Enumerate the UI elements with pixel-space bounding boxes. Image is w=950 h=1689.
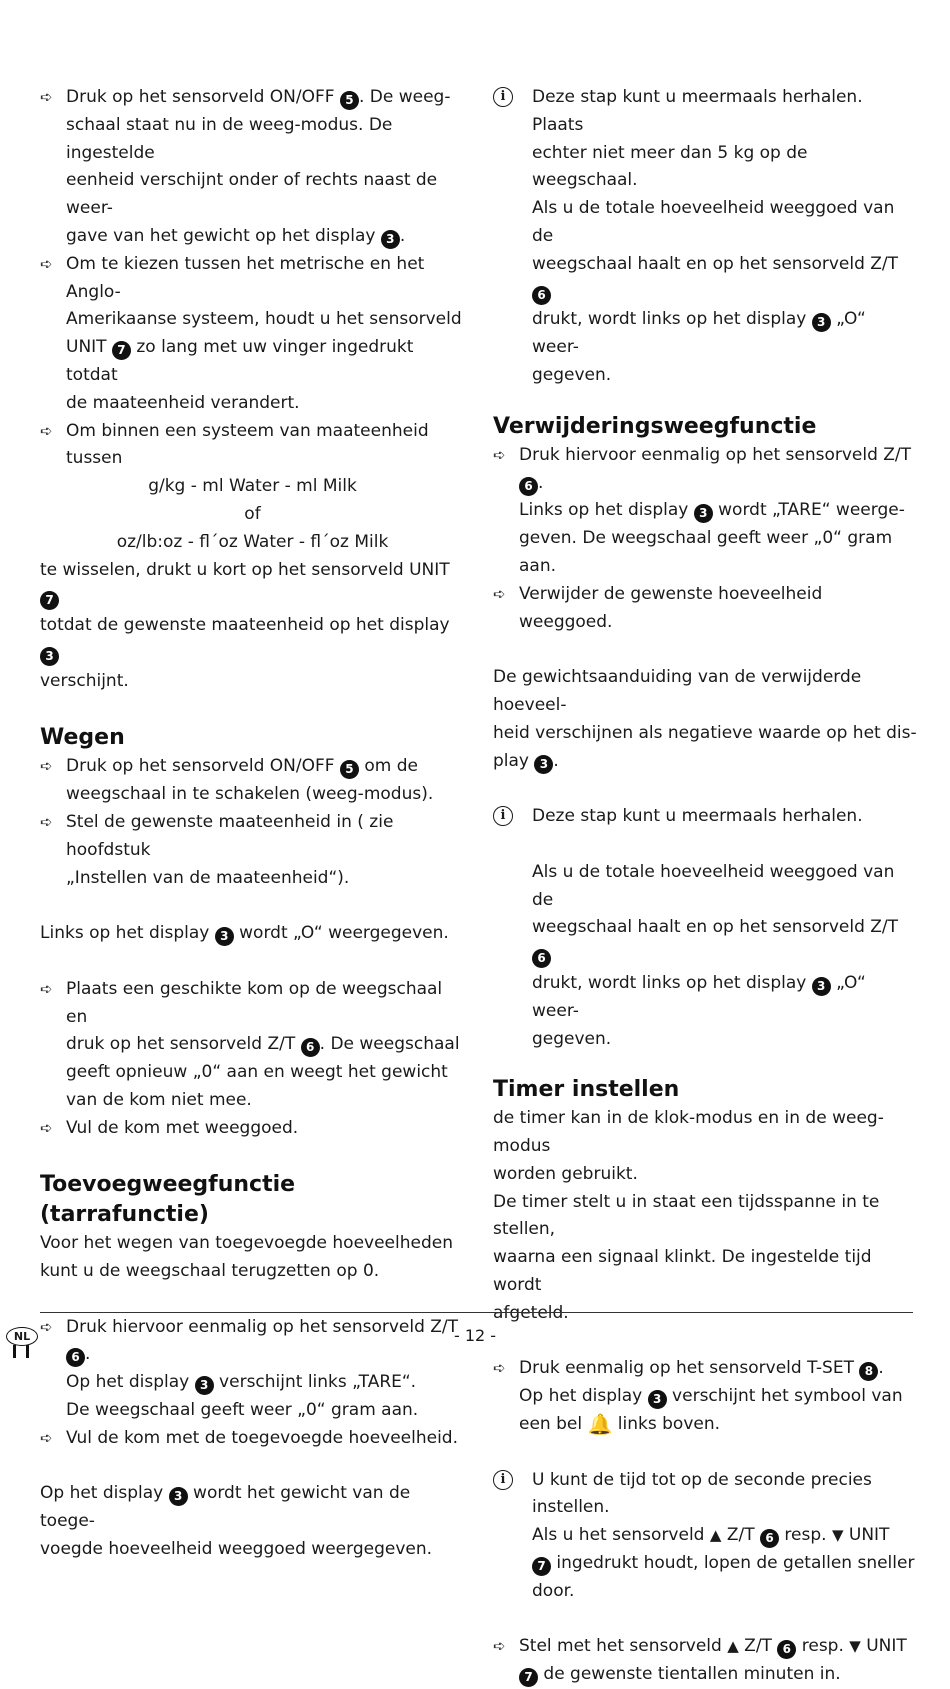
arrow-icon: ➪ xyxy=(493,584,506,603)
text: afgeteld. xyxy=(493,1302,569,1323)
number-badge: 3 xyxy=(381,230,400,249)
arrow-icon: ➪ xyxy=(40,757,53,776)
text: . De weeg- xyxy=(358,87,451,107)
number-badge: 7 xyxy=(519,1668,538,1687)
number-badge: 3 xyxy=(534,755,553,774)
number-badge: 7 xyxy=(40,591,59,610)
bullet-remove-press xyxy=(493,442,918,581)
bullet-fill-bowl xyxy=(40,1115,465,1143)
arrow-icon: ➪ xyxy=(40,1317,53,1336)
text: Op het display xyxy=(40,1483,169,1504)
text: Deze stap kunt u meermaals herhalen. xyxy=(532,806,863,827)
text: zo lang met uw vinger ingedrukt totdat xyxy=(66,337,414,385)
text: weegschaal in te schakelen (weeg-modus). xyxy=(66,784,434,805)
text: van de kom niet mee. xyxy=(66,1089,252,1110)
text: gegeven. xyxy=(532,364,612,385)
triangle-down-icon: ▼ xyxy=(831,1526,844,1545)
number-badge: 6 xyxy=(777,1640,796,1659)
number-badge: 3 xyxy=(812,977,831,996)
number-badge: 6 xyxy=(519,477,538,496)
text: de timer kan in de klok-modus en in de weeg-modus xyxy=(493,1108,884,1157)
text: ingedrukt houdt, lopen de getallen sneller xyxy=(551,1553,915,1574)
number-badge: 3 xyxy=(694,504,713,523)
number-badge: 7 xyxy=(112,341,131,360)
number-badge: 6 xyxy=(301,1038,320,1057)
text: gegeven. xyxy=(532,1028,612,1049)
text: verschijnt het symbool van xyxy=(666,1386,903,1407)
text: . xyxy=(538,472,544,493)
text: echter niet meer dan 5 kg op de weegschaal. xyxy=(532,142,808,191)
number-badge: 3 xyxy=(40,647,59,666)
paragraph-tare-intro xyxy=(40,1230,465,1286)
info-icon: i xyxy=(493,87,513,107)
text: Op het display xyxy=(66,1372,195,1393)
right-column xyxy=(493,84,918,1689)
bullet-unit-system xyxy=(40,251,465,418)
text: wordt „TARE“ weerge- xyxy=(712,500,905,521)
units-or: of xyxy=(244,503,261,524)
text: Z/T xyxy=(738,1636,778,1657)
arrow-icon: ➪ xyxy=(40,1428,53,1447)
text: druk op het sensorveld Z/T xyxy=(66,1034,301,1055)
number-badge: 6 xyxy=(760,1529,779,1548)
paragraph-unit-switch xyxy=(40,557,465,696)
text: U kunt de tijd tot op de seconde precies instellen. xyxy=(532,1469,872,1518)
text: De weegschaal geeft weer „0“ gram aan. xyxy=(66,1400,419,1421)
info-precise-time xyxy=(493,1467,918,1606)
arrow-icon: ➪ xyxy=(40,1118,53,1137)
number-badge: 6 xyxy=(532,286,551,305)
triangle-down-icon: ▼ xyxy=(849,1637,861,1656)
units-imperial: oz/lb:oz - fl´oz Water - fl´oz Milk xyxy=(116,531,389,552)
heading-toevoeg: Toevoegweegfunctie (tarrafunctie) xyxy=(40,1172,296,1228)
text: drukt, wordt links op het display xyxy=(532,972,812,993)
text: Druk op het sensorveld ON/OFF xyxy=(66,87,340,107)
footer-rule xyxy=(40,1312,913,1313)
text: . xyxy=(399,225,406,246)
arrow-icon: ➪ xyxy=(493,445,506,464)
bullet-remove-goods xyxy=(493,581,918,637)
arrow-icon: ➪ xyxy=(40,979,53,998)
heading-verwijdering: Verwijderingsweegfunctie xyxy=(493,413,817,439)
text: Als u het sensorveld xyxy=(532,1525,710,1546)
text: Druk eenmalig op het sensorveld T-SET xyxy=(519,1358,860,1379)
text: De gewichtsaanduiding van de verwijderde hoeveel- xyxy=(493,667,862,715)
number-badge: 3 xyxy=(812,313,831,332)
number-badge: 3 xyxy=(195,1376,214,1395)
number-badge: 8 xyxy=(859,1362,878,1381)
language-tab-mark xyxy=(13,1345,16,1358)
text: Als u de totale hoeveelheid weeggoed van de xyxy=(532,861,895,910)
triangle-up-icon: ▲ xyxy=(709,1526,722,1545)
info-icon: i xyxy=(493,1470,513,1490)
text: Z/T xyxy=(721,1525,760,1546)
text: links boven. xyxy=(612,1414,721,1435)
text: Links op het display xyxy=(519,500,694,521)
page-number: - 12 - xyxy=(453,1326,497,1345)
language-tab-mark xyxy=(26,1345,29,1358)
units-metric: g/kg - ml Water - ml Milk xyxy=(148,476,357,497)
text: Op het display xyxy=(519,1386,648,1407)
text: totdat de gewenste maateenheid op het display xyxy=(40,615,450,636)
paragraph-display-zero xyxy=(40,920,465,948)
bullet-tset xyxy=(493,1355,918,1438)
text: Vul de kom met de toegevoegde hoeveelheid. xyxy=(66,1427,459,1448)
text: Plaats een geschikte kom op de weegschaal en xyxy=(66,978,443,1027)
text: Links op het display xyxy=(40,923,215,944)
number-badge: 5 xyxy=(340,760,359,779)
text: Amerikaanse systeem, houdt u het sensorveld xyxy=(66,309,462,330)
paragraph-negative-value xyxy=(493,664,918,775)
bell-icon: 🔔 xyxy=(587,1412,613,1437)
text: . De weegschaal xyxy=(319,1034,460,1055)
paragraph-timer-intro xyxy=(493,1105,918,1327)
bullet-place-bowl xyxy=(40,976,465,1115)
text: UNIT xyxy=(843,1525,890,1546)
text: Stel met het sensorveld xyxy=(519,1636,728,1657)
language-badge: NL xyxy=(6,1327,38,1346)
text: Voor het wegen van toegevoegde hoeveelheden xyxy=(40,1233,453,1254)
text: „O“ weer- xyxy=(532,972,866,1021)
text: „Instellen van de maateenheid“). xyxy=(66,867,350,888)
text: de gewenste tientallen minuten in. xyxy=(538,1664,841,1685)
info-repeat-max xyxy=(493,84,918,390)
text: weegschaal haalt en op het sensorveld Z/T xyxy=(532,253,899,274)
text: Deze stap kunt u meermaals herhalen. Plaats xyxy=(532,87,863,135)
text: . xyxy=(85,1344,91,1365)
arrow-icon: ➪ xyxy=(40,812,53,831)
text: . xyxy=(553,750,559,771)
arrow-icon: ➪ xyxy=(493,1637,506,1656)
bullet-switch-units xyxy=(40,418,465,474)
text: te wisselen, drukt u kort op het sensorveld UNIT xyxy=(40,559,450,580)
text: de maateenheid verandert. xyxy=(66,392,300,413)
text: heid verschijnen als negatieve waarde op het dis- xyxy=(493,722,917,743)
text: Stel de gewenste maateenheid in ( zie hoofdstuk xyxy=(66,811,394,860)
bullet-set-minutes xyxy=(493,1633,918,1689)
text: Druk hiervoor eenmalig op het sensorveld Z/T xyxy=(66,1316,459,1337)
text: weegschaal haalt en op het sensorveld Z/T xyxy=(532,917,899,938)
text: kunt u de weegschaal terugzetten op 0. xyxy=(40,1261,380,1282)
text: drukt, wordt links op het display xyxy=(532,309,812,330)
text: resp. xyxy=(796,1636,850,1657)
text: Om binnen een systeem van maateenheid tussen xyxy=(66,420,429,469)
text: gave van het gewicht op het display xyxy=(66,225,381,246)
paragraph-added-weight xyxy=(40,1480,465,1563)
number-badge: 6 xyxy=(66,1348,85,1367)
arrow-icon: ➪ xyxy=(40,421,53,440)
text: geeft opnieuw „0“ aan en weegt het gewicht xyxy=(66,1062,448,1083)
text: een bel xyxy=(519,1414,588,1435)
text: schaal staat nu in de weeg-modus. De ingestelde xyxy=(66,114,393,163)
text: wordt het gewicht van de toege- xyxy=(40,1483,411,1532)
info-icon: i xyxy=(493,806,513,826)
arrow-icon: ➪ xyxy=(40,254,53,273)
bullet-set-unit xyxy=(40,809,465,892)
text: . xyxy=(878,1358,884,1379)
text: geven. De weegschaal geeft weer „0“ gram aan. xyxy=(519,528,893,576)
heading-wegen: Wegen xyxy=(40,725,125,751)
text: Druk hiervoor eenmalig op het sensorveld Z/T xyxy=(519,444,912,465)
text: UNIT xyxy=(860,1636,907,1657)
triangle-up-icon: ▲ xyxy=(727,1637,739,1656)
text: De timer stelt u in staat een tijdsspanne in te stellen, xyxy=(493,1191,880,1240)
number-badge: 7 xyxy=(532,1557,551,1576)
text: worden gebruikt. xyxy=(493,1163,638,1184)
text: Verwijder de gewenste hoeveelheid weeggoed. xyxy=(519,583,823,632)
text: voegde hoeveelheid weeggoed weergegeven. xyxy=(40,1539,433,1560)
number-badge: 5 xyxy=(340,91,359,110)
text: door. xyxy=(532,1580,575,1601)
text: verschijnt links „TARE“. xyxy=(213,1372,417,1393)
text: Als u de totale hoeveelheid weeggoed van de xyxy=(532,198,895,246)
text: resp. xyxy=(779,1525,832,1546)
arrow-icon: ➪ xyxy=(40,88,53,106)
arrow-icon: ➪ xyxy=(493,1359,506,1378)
text: eenheid verschijnt onder of rechts naast de weer- xyxy=(66,170,438,219)
text: play xyxy=(493,750,535,771)
text: om de xyxy=(358,756,418,777)
text: UNIT xyxy=(66,337,112,358)
number-badge: 3 xyxy=(215,927,234,946)
text: Vul de kom met weeggoed. xyxy=(66,1117,299,1138)
heading-timer: Timer instellen xyxy=(493,1077,680,1103)
text: Druk op het sensorveld ON/OFF xyxy=(66,756,340,777)
bullet-switch-on xyxy=(40,753,465,809)
text: wordt „O“ weergegeven. xyxy=(233,923,449,944)
bullet-on-off xyxy=(40,84,465,251)
number-badge: 3 xyxy=(648,1390,667,1409)
text: „O“ weer- xyxy=(532,309,866,358)
bullet-fill-added xyxy=(40,1425,465,1453)
text: Om te kiezen tussen het metrische en het Anglo- xyxy=(66,253,425,302)
text: verschijnt. xyxy=(40,670,129,691)
number-badge: 3 xyxy=(169,1487,188,1506)
text: waarna een signaal klinkt. De ingestelde tijd wordt xyxy=(493,1247,872,1296)
number-badge: 6 xyxy=(532,949,551,968)
info-repeat xyxy=(493,803,918,1053)
